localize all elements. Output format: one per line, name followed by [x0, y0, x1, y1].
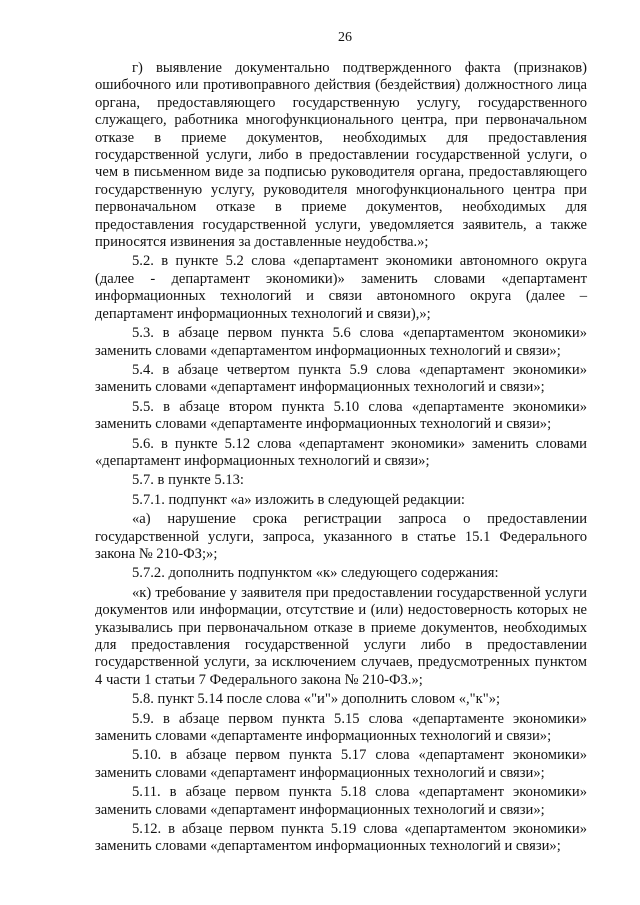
paragraph-5-7-2: 5.7.2. дополнить подпунктом «к» следующего содержания:	[132, 565, 499, 582]
paragraph-5-5: 5.5. в абзаце втором пункта 5.10 слова «департаменте экономики» заменить словами «департаменте информационных технологий и связи»;	[95, 398, 587, 433]
paragraph-subclause-a: «а) нарушение срока регистрации запроса о предоставлении государственной услуги, запроса, указанного в статье 15.1 Федерального закона № 210-ФЗ;»;	[95, 511, 587, 562]
paragraph-5-2: 5.2. в пункте 5.2 слова «департамент экономики автономного округа (далее - департамент экономики)» заменить словами «департамент информационных технологий и связи автономного округа (далее – департамент информационных технологий и связи),»;	[95, 253, 587, 322]
paragraph-clause-g: г) выявление документально подтвержденного факта (признаков) ошибочного или противоправного действия (бездействия) должностного лица органа, предоставляющего государственную услугу, государственного служащего, работника многофункционального центра, при первоначальном отказе в приеме документов, необходимых для предоставления государственной услуги, либо в предоставлении государственной услуги, о чем в письменном виде за подписью руководителя органа, предоставляющего государственную услугу, руководителя многофункционального центра при первоначальном отказе в приеме документов, необходимых для предоставления государственной услуги, уведомляется заявитель, а также приносятся извинения за доставленные неудобства.»;	[95, 60, 587, 251]
paragraph-5-12: 5.12. в абзаце первом пункта 5.19 слова «департаментом экономики» заменить словами «департаментом информационных технологий и связи»;	[95, 821, 587, 855]
paragraph-5-6: 5.6. в пункте 5.12 слова «департамент экономики» заменить словами «департамент информационных технологий и связи»;	[95, 435, 587, 469]
paragraph-5-7: 5.7. в пункте 5.13:	[132, 472, 244, 489]
document-page	[95, 28, 587, 856]
paragraph-5-10: 5.10. в абзаце первом пункта 5.17 слова «департамент экономики» заменить словами «департамент информационных технологий и связи»;	[95, 747, 587, 781]
paragraph-5-8: 5.8. пункт 5.14 после слова «"и"» дополнить словом «,"к"»;	[132, 691, 501, 708]
paragraph-5-9: 5.9. в абзаце первом пункта 5.15 слова «департаменте экономики» заменить словами «департаменте информационных технологий и связи»;	[95, 710, 587, 745]
paragraph-5-3: 5.3. в абзаце первом пункта 5.6 слова «департаментом экономики» заменить словами «департаментом информационных технологий и связи»;	[95, 325, 587, 359]
paragraph-5-11: 5.11. в абзаце первом пункта 5.18 слова «департамент экономики» заменить словами «департамент информационных технологий и связи»;	[95, 784, 587, 818]
paragraph-5-7-1: 5.7.1. подпункт «а» изложить в следующей редакции:	[132, 491, 465, 508]
paragraph-subclause-k: «к) требование у заявителя при предоставлении государственной услуги документов или информации, отсутствие и (или) недостоверность которых не указывались при первоначальном отказе в приеме документов, необходимых для предоставления государственной услуги либо в предоставлении государственной услуги, за исключением случаев, предусмотренных пунктом 4 части 1 статьи 7 Федерального закона № 210-ФЗ.»;	[95, 584, 587, 688]
page-number: 26	[338, 30, 352, 45]
paragraph-5-4: 5.4. в абзаце четвертом пункта 5.9 слова «департамент экономики» заменить словами «департамент информационных технологий и связи»;	[95, 361, 587, 396]
